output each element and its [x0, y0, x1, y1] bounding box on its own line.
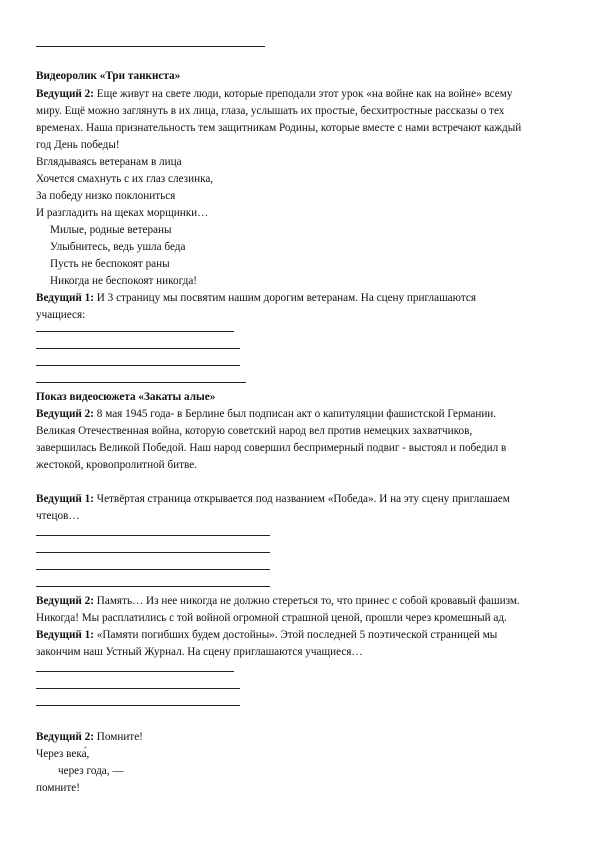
blank-line: [36, 705, 240, 706]
paragraph-line: [36, 87, 512, 101]
paragraph-text: «Памяти погибших будем достойны». Этой последней 5 поэтической страницей мы: [94, 629, 498, 641]
paragraph-line: [36, 730, 143, 744]
paragraph-line: закончим наш Устный Журнал. На сцену приглашаются учащиеся…: [36, 646, 363, 658]
paragraph-line: [36, 594, 520, 608]
paragraph-text: Помните!: [94, 731, 143, 743]
poem-line: помните!: [36, 782, 81, 794]
paragraph-text: Еще живут на свете люди, которые преподали этот урок «на войне как на войне» всему: [94, 88, 513, 100]
poem-line: Вглядываясь ветеранам в лица: [36, 156, 182, 168]
poem-line: Хочется смахнуть с их глаз слезинка,: [36, 173, 214, 185]
poem-line: За победу низко поклониться: [36, 190, 176, 202]
paragraph-text: Память… Из нее никогда не должно стереться то, что принес с собой кровавый фашизм.: [94, 595, 520, 607]
blank-line: [36, 569, 270, 570]
blank-line: [36, 382, 246, 383]
paragraph-text: И 3 страницу мы посвятим нашим дорогим ветеранам. На сцену приглашаются: [94, 292, 476, 304]
speaker-label: Ведущий 1:: [36, 629, 94, 641]
video-title: Видеоролик «Три танкиста»: [36, 70, 181, 82]
paragraph-line: жестокой, кровопролитной битве.: [36, 459, 197, 471]
paragraph-line: временах. Наша признательность тем защитникам Родины, которые вместе с нами встречают каждый: [36, 122, 522, 134]
speaker-label: Ведущий 2:: [36, 408, 94, 420]
blank-line: [36, 331, 234, 332]
paragraph-line: [36, 291, 476, 305]
speaker-label: Ведущий 1:: [36, 292, 94, 304]
poem-line: И разгладить на щеках морщинки…: [36, 207, 209, 219]
paragraph-text: Четвёртая страница открывается под названием «Победа». И на эту сцену приглашаем: [94, 493, 510, 505]
poem-line: Пусть не беспокоят раны: [50, 258, 170, 270]
poem-line: Улыбнитесь, ведь ушла беда: [50, 241, 186, 253]
paragraph-line: [36, 492, 510, 506]
blank-line: [36, 46, 265, 47]
blank-line: [36, 688, 240, 689]
poem-line: Милые, родные ветераны: [50, 224, 172, 236]
paragraph-line: завершилась Великой Победой. Наш народ совершил беспримерный подвиг - выстоял и победил в: [36, 442, 507, 454]
video-title: Показ видеосюжета «Закаты алые»: [36, 391, 216, 403]
paragraph-line: учащиеся:: [36, 309, 86, 321]
paragraph-line: Великая Отечественная война, которую советский народ вел против немецких захватчиков,: [36, 425, 473, 437]
poem-line: через года, —: [58, 765, 124, 777]
blank-line: [36, 535, 270, 536]
paragraph-line: чтецов…: [36, 510, 80, 522]
speaker-label: Ведущий 2:: [36, 595, 94, 607]
blank-line: [36, 365, 240, 366]
speaker-label: Ведущий 2:: [36, 731, 94, 743]
speaker-label: Ведущий 1:: [36, 493, 94, 505]
blank-line: [36, 348, 240, 349]
paragraph-text: 8 мая 1945 года- в Берлине был подписан акт о капитуляции фашистской Германии.: [94, 408, 497, 420]
paragraph-line: миру. Ещё можно заглянуть в их лица, глаза, услышать их простые, бесхитростные рассказы о тех: [36, 105, 505, 117]
paragraph-line: Никогда! Мы расплатились с той войной огромной страшной ценой, прошли через кромешный ад.: [36, 612, 507, 624]
paragraph-line: [36, 407, 496, 421]
paragraph-line: [36, 628, 497, 642]
poem-line: Никогда не беспокоят никогда!: [50, 275, 198, 287]
blank-line: [36, 552, 270, 553]
blank-line: [36, 586, 270, 587]
paragraph-line: год День победы!: [36, 139, 120, 151]
speaker-label: Ведущий 2:: [36, 88, 94, 100]
blank-line: [36, 671, 234, 672]
poem-line: Через века́,: [36, 748, 90, 760]
